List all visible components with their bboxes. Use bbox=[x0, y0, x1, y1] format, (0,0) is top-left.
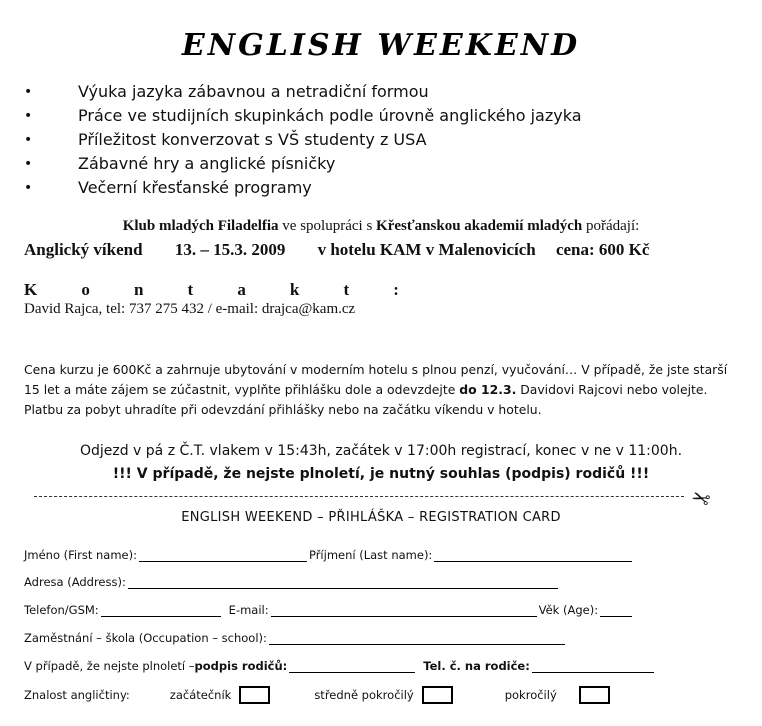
level-beginner-label: začátečník bbox=[169, 688, 232, 702]
level-advanced-label: pokročilý bbox=[504, 688, 557, 702]
age-field[interactable] bbox=[600, 604, 632, 617]
list-item: • Práce ve studijních skupinkách podle úrovně anglického jazyka bbox=[24, 104, 582, 128]
price-info-paragraph: Cena kurzu je 600Kč a zahrnuje ubytování v moderním hotelu s plnou penzí, vyučování… V případě, že jste starší 15 let a máte zájem se zúčastnit, vyplňte přihlášku dole a odevzdejte do 12.3. Davidovi Rajcovi nebo volejte. Platbu za pobyt uhradíte při odevzdání přihlášky nebo na začátku víkendu v hotelu. bbox=[24, 362, 728, 417]
event-price: cena: 600 Kč bbox=[555, 240, 650, 259]
level-beginner-checkbox[interactable] bbox=[239, 686, 270, 704]
bullet-icon: • bbox=[24, 108, 33, 124]
parent-phone-field[interactable] bbox=[532, 660, 654, 673]
last-name-label: Příjmení (Last name): bbox=[308, 548, 433, 562]
organizer-line: Klub mladých Filadelfia ve spolupráci s Křesťanskou akademií mladých pořádají: bbox=[122, 218, 640, 234]
email-field[interactable] bbox=[271, 604, 537, 617]
contact-heading: K o n t a k t : bbox=[24, 280, 399, 299]
event-line bbox=[24, 240, 649, 260]
event-name: Anglický víkend bbox=[24, 240, 143, 259]
parent-signature-field[interactable] bbox=[289, 660, 415, 673]
parent-consent-row: V případě, že nejste plnoletí – podpis rodičů: Tel. č. na rodiče: bbox=[24, 659, 656, 673]
english-level-row bbox=[24, 686, 610, 704]
first-name-field[interactable] bbox=[139, 549, 307, 562]
list-item: • Večerní křesťanské programy bbox=[24, 176, 582, 200]
level-intermediate-label: středně pokročilý bbox=[314, 688, 414, 702]
address-label: Adresa (Address): bbox=[24, 575, 126, 589]
level-intermediate-checkbox[interactable] bbox=[422, 686, 453, 704]
scissors-icon: ✂ bbox=[688, 482, 714, 513]
registration-card-title: ENGLISH WEEKEND – PŘIHLÁŠKA – REGISTRATION CARD bbox=[181, 510, 561, 525]
first-name-label: Jméno (First name): bbox=[24, 548, 137, 562]
occupation-row bbox=[24, 631, 567, 645]
event-place: v hotelu KAM v Malenovicích bbox=[317, 240, 536, 259]
bullet-icon: • bbox=[24, 180, 33, 196]
last-name-field[interactable] bbox=[434, 549, 632, 562]
phone-field[interactable] bbox=[101, 604, 221, 617]
page-title: ENGLISH WEEKEND bbox=[181, 28, 581, 63]
level-advanced-checkbox[interactable] bbox=[579, 686, 610, 704]
parental-consent-warning: !!! V případě, že nejste plnoletí, je nutný souhlas (podpis) rodičů !!! bbox=[112, 466, 650, 482]
cut-line bbox=[34, 496, 684, 497]
club-name: Klub mladých Filadelfia bbox=[122, 218, 279, 234]
occupation-label: Zaměstnání – škola (Occupation – school): bbox=[24, 631, 267, 645]
list-item: • Zábavné hry a anglické písničky bbox=[24, 152, 582, 176]
address-row bbox=[24, 575, 560, 589]
parent-phone-label: Tel. č. na rodiče: bbox=[423, 659, 530, 673]
name-row bbox=[24, 548, 634, 562]
deadline: do 12.3. bbox=[459, 382, 517, 397]
bullet-icon: • bbox=[24, 132, 33, 148]
occupation-field[interactable] bbox=[269, 632, 565, 645]
academy-name: Křesťanskou akademií mladých bbox=[376, 218, 583, 234]
departure-info: Odjezd v pá z Č.T. vlakem v 15:43h, začátek v 17:00h registrací, konec v ne v 11:00h. bbox=[79, 443, 683, 459]
english-level-label: Znalost angličtiny: bbox=[24, 688, 130, 702]
contact-details: David Rajca, tel: 737 275 432 / e-mail: drajca@kam.cz bbox=[24, 301, 356, 317]
feature-list bbox=[24, 80, 582, 200]
list-item: • Příležitost konverzovat s VŠ studenty z USA bbox=[24, 128, 582, 152]
list-item: • Výuka jazyka zábavnou a netradiční formou bbox=[24, 80, 582, 104]
bullet-icon: • bbox=[24, 156, 33, 172]
email-label: E-mail: bbox=[228, 603, 269, 617]
age-label: Věk (Age): bbox=[538, 603, 599, 617]
address-field[interactable] bbox=[128, 576, 558, 589]
contact-row bbox=[24, 603, 634, 617]
bullet-icon: • bbox=[24, 84, 33, 100]
parent-signature-label: podpis rodičů: bbox=[194, 659, 288, 673]
phone-label: Telefon/GSM: bbox=[24, 603, 99, 617]
event-dates: 13. – 15.3. 2009 bbox=[174, 240, 286, 259]
